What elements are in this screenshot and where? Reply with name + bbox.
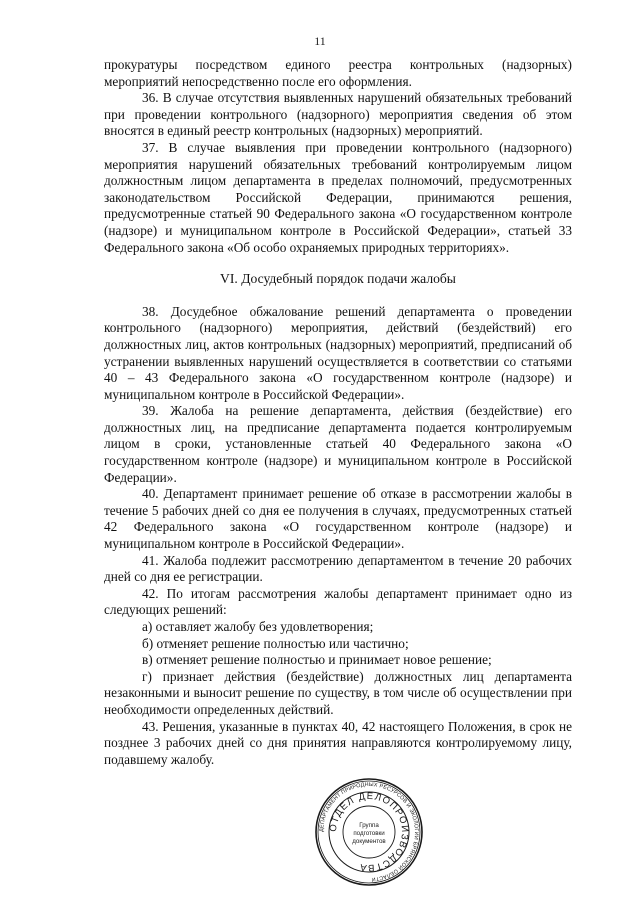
paragraph: прокуратуры посредством единого реестра контрольных (надзорных) мероприятий непосредственно после его оформления.	[104, 57, 572, 89]
paragraph: 37. В случае выявления при проведении контрольного (надзорного) мероприятия нарушений обязательных требований контролируемым лицом должностным лицом департамента в пределах полномочий, предусмотренных законодательством Российской Федерации, принимаются решения, предусмотренные статьей 90 Федерального закона «О государственном контроле (надзоре) и муниципальном контроле в Российской Федерации», статьей 33 Федерального закона «Об особо охраняемых природных территориях».	[104, 139, 572, 255]
paragraph: 39. Жалоба на решение департамента, действия (бездействие) его должностных лиц, на предписание департамента подается контролируемым лицом в сроки, установленные статьей 40 Федерального закона «О государственном контроле (надзоре) и муниципальном контроле в Российской Федерации».	[104, 403, 572, 485]
svg-text:ДЕПАРТАМЕНТ ПРИРОДНЫХ РЕСУРСОВ: ДЕПАРТАМЕНТ ПРИРОДНЫХ РЕСУРСОВ И ЭКОЛОГИИ БРЯНСКОЙ ОБЛАСТИ	[318, 781, 420, 882]
paragraph: а) оставляет жалобу без удовлетворения;	[142, 619, 374, 634]
document-body	[104, 57, 572, 768]
paragraph: 40. Департамент принимает решение об отказе в рассмотрении жалобы в течение 5 рабочих дней со дня ее получения в случаях, предусмотренных статьей 42 Федерального закона «О государственном контроле (надзоре) и муниципальном контроле в Российской Федерации».	[104, 486, 572, 552]
paragraph: г) признает действия (бездействие) должностных лиц департамента незаконными и выносит решение по существу, в том числе об осуществлении при необходимости определенных действий.	[104, 668, 572, 717]
paragraph: 38. Досудебное обжалование решений департамента о проведении контрольного (надзорного) мероприятия, действий (бездействий) его должностных лиц, актов контрольных (надзорных) мероприятий, предписаний об устранении выявленных нарушений осуществляется в соответствии со статьями 40 – 43 Федерального закона «О государственном контроле (надзоре) и муниципальном контроле в Российской Федерации».	[104, 303, 572, 402]
paragraphs-top	[104, 57, 572, 256]
paragraph: 43. Решения, указанные в пунктах 40, 42 настоящего Положения, в срок не позднее 3 рабочих дней со дня принятия направляются контролируемому лицу, подавшему жалобу.	[104, 718, 572, 767]
svg-text:подготовки: подготовки	[353, 830, 385, 837]
stamp-seal-icon	[314, 777, 424, 887]
paragraph: 36. В случае отсутствия выявленных нарушений обязательных требований при проведении контрольного (надзорного) мероприятия сведения об этом вносятся в единый реестр контрольных (надзорных) мероприятий.	[104, 90, 572, 139]
paragraphs-bottom	[104, 304, 572, 769]
paragraph: в) отменяет решение полностью и принимает новое решение;	[142, 652, 492, 668]
paragraph: б) отменяет решение полностью или частично;	[142, 635, 409, 651]
svg-text:документов: документов	[352, 838, 386, 845]
svg-text:Группа: Группа	[359, 822, 379, 829]
svg-text:ОТДЕЛ ДЕЛОПРОИЗВОДСТВА: ОТДЕЛ ДЕЛОПРОИЗВОДСТВА	[327, 790, 411, 874]
paragraph: 42. По итогам рассмотрения жалобы департамент принимает одно из следующих решений:	[104, 585, 572, 618]
section-heading: VI. Досудебный порядок подачи жалобы	[220, 271, 456, 287]
paragraph: 41. Жалоба подлежит рассмотрению департаментом в течение 20 рабочих дней со дня ее регистрации.	[104, 552, 572, 585]
page-number: 11	[314, 34, 326, 48]
official-stamp	[314, 777, 424, 887]
